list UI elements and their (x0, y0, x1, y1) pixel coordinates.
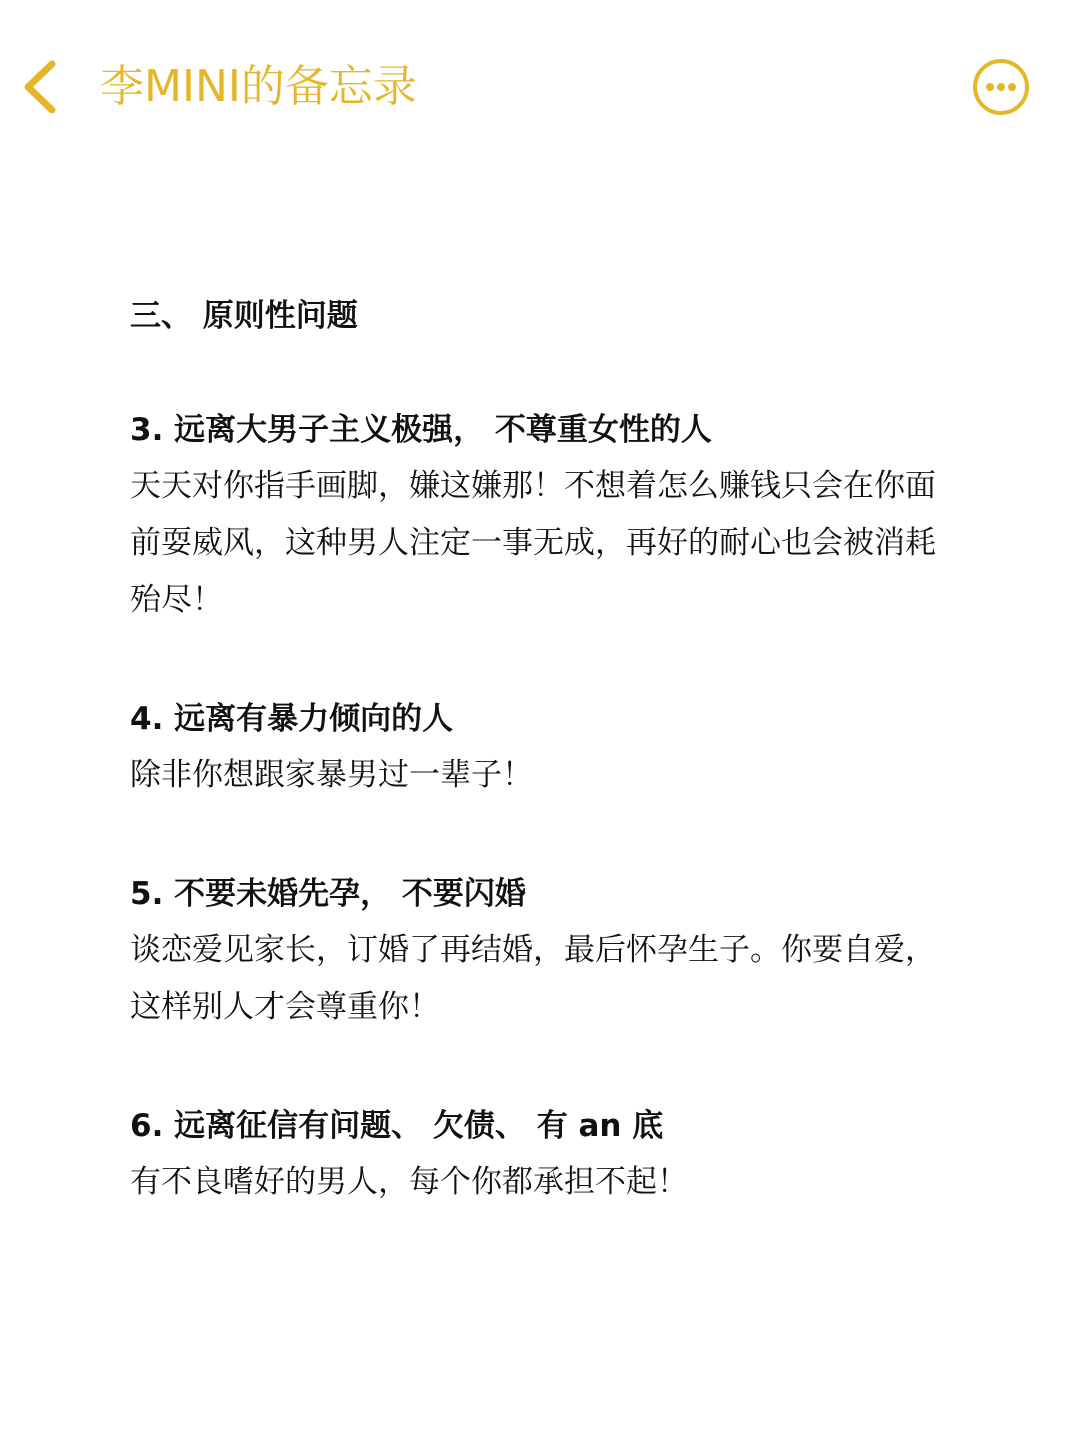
list-item (130, 695, 1010, 804)
list-item (130, 870, 1010, 1036)
item-text: 谈恋爱见家长，订婚了再结婚，最后怀孕生子。你要自爱，这样别人才会尊重你！ (130, 932, 936, 1025)
item-text: 除非你想跟家暴男过一辈子！ (130, 757, 533, 793)
top-bar (0, 0, 1080, 175)
item-title: 6. 远离征信有问题、 欠债、 有 an 底 (130, 1108, 664, 1144)
item-title: 5. 不要未婚先孕， 不要闪婚 (130, 876, 526, 912)
item-text: 天天对你指手画脚，嫌这嫌那！不想着怎么赚钱只会在你面前耍威风，这种男人注定一事无成，再好的耐心也会被消耗殆尽！ (130, 468, 936, 618)
chevron-left-icon (18, 58, 62, 116)
section-heading: 三、 原则性问题 (130, 298, 358, 334)
list-item (130, 406, 1010, 629)
item-text: 有不良嗜好的男人，每个你都承担不起！ (130, 1164, 688, 1200)
item-title: 4. 远离有暴力倾向的人 (130, 701, 454, 737)
more-options-button[interactable] (972, 58, 1030, 116)
note-body (130, 292, 1010, 1211)
item-title: 3. 远离大男子主义极强， 不尊重女性的人 (130, 412, 712, 448)
list-item (130, 1102, 1010, 1211)
back-button[interactable] (18, 58, 62, 116)
page-title: 李MINI的备忘录 (100, 61, 417, 112)
more-horizontal-icon (972, 58, 1030, 116)
